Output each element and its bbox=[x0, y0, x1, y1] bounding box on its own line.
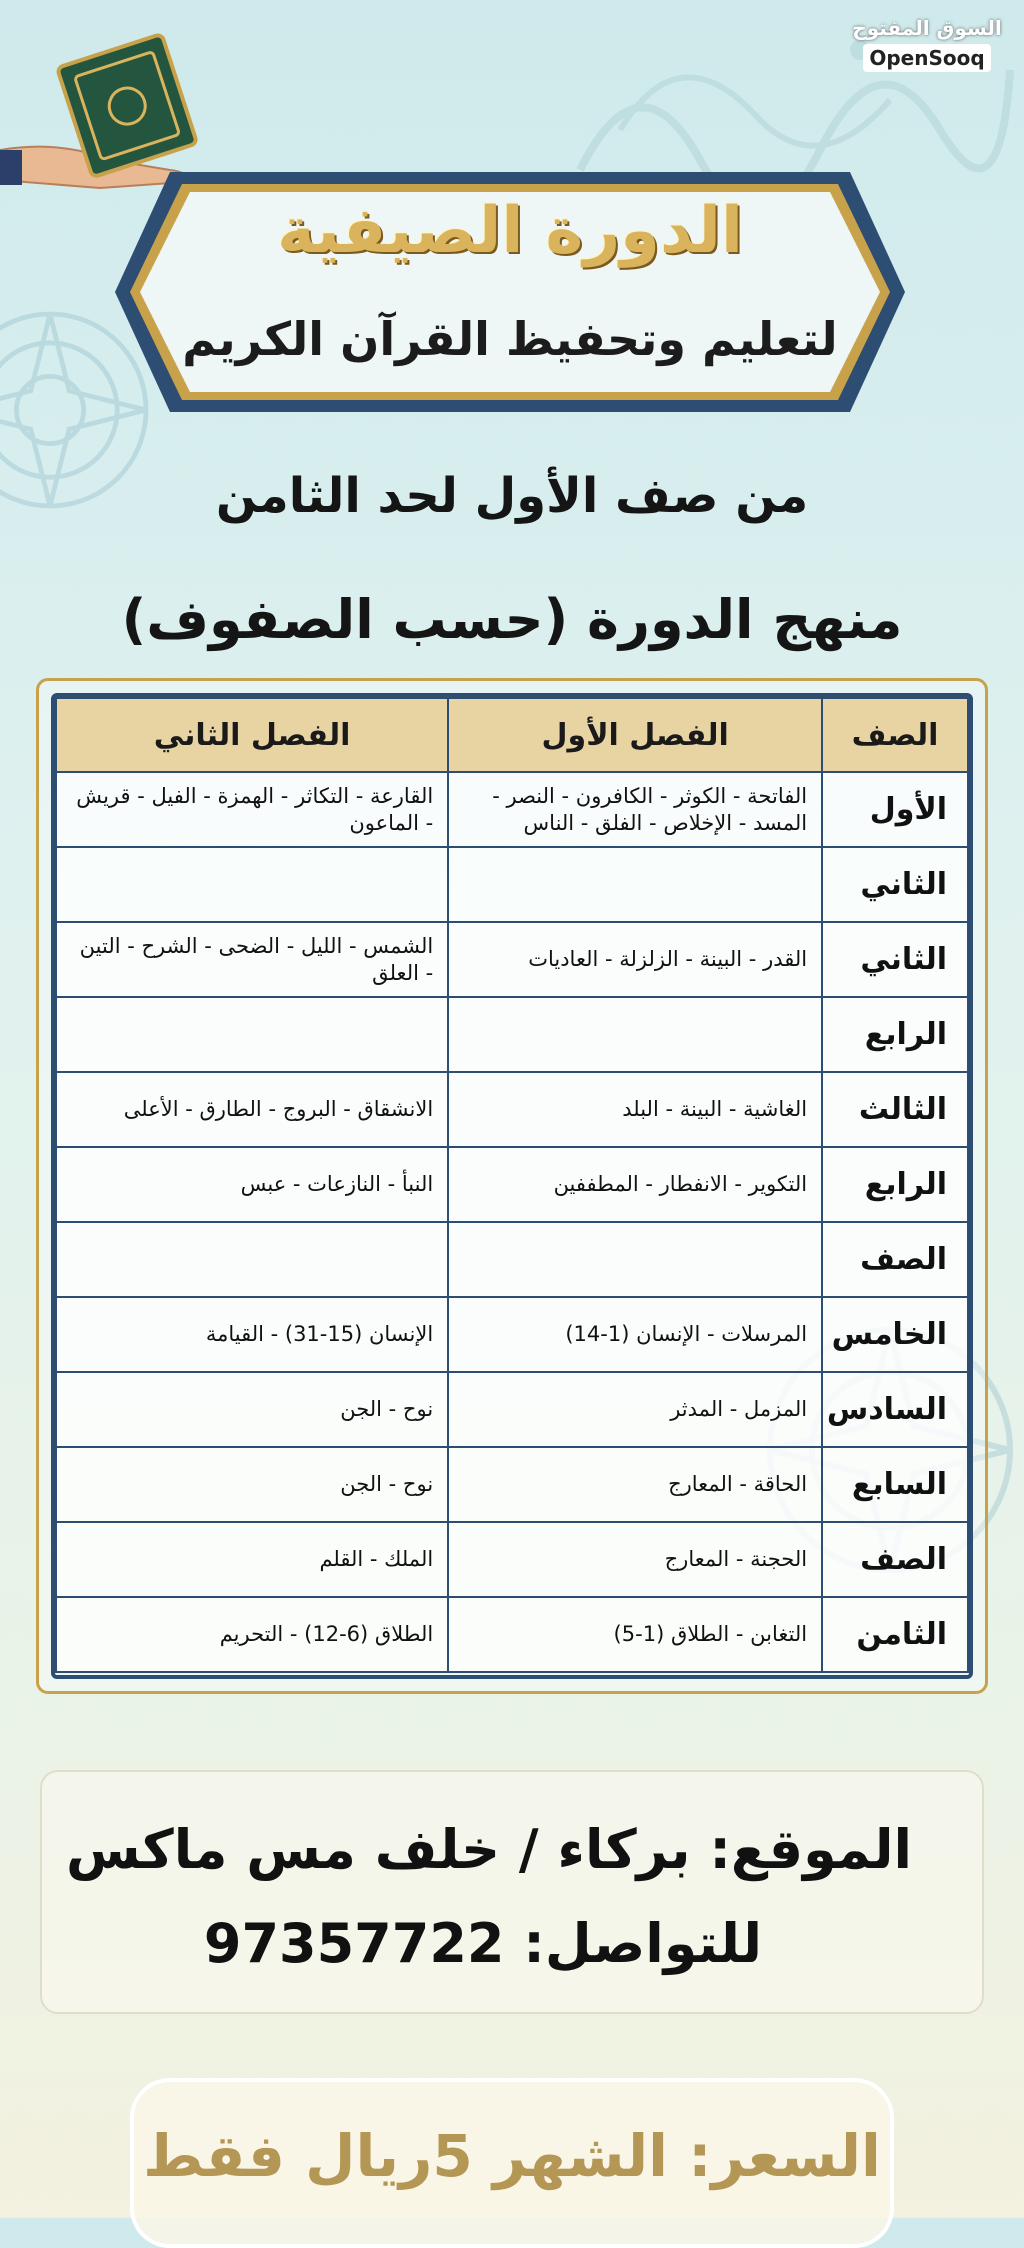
cell-term2: نوح - الجن bbox=[56, 1372, 448, 1447]
cell-grade: الثالث bbox=[822, 1072, 968, 1147]
cell-term1 bbox=[448, 997, 822, 1072]
table-row bbox=[56, 922, 968, 997]
table-row bbox=[56, 847, 968, 922]
brand-arabic: السوق المفتوح bbox=[852, 16, 1002, 40]
banner-title: الدورة الصيفية bbox=[277, 194, 743, 268]
cell-term2: الملك - القلم bbox=[56, 1522, 448, 1597]
cell-term2: الإنسان (15-31) - القيامة bbox=[56, 1297, 448, 1372]
cell-term1: الحاقة - المعارج bbox=[448, 1447, 822, 1522]
banner-subtitle: لتعليم وتحفيظ القرآن الكريم bbox=[182, 312, 838, 366]
table-row bbox=[56, 1297, 968, 1372]
cell-term2: النبأ - النازعات - عبس bbox=[56, 1147, 448, 1222]
cell-term1: الفاتحة - الكوثر - الكافرون - النصر - المسد - الإخلاص - الفلق - الناس bbox=[448, 772, 822, 847]
cell-term2: الشمس - الليل - الضحى - الشرح - التين - العلق bbox=[56, 922, 448, 997]
table-row bbox=[56, 1147, 968, 1222]
cell-grade: الثامن bbox=[822, 1597, 968, 1672]
cell-term2: الانشقاق - البروج - الطارق - الأعلى bbox=[56, 1072, 448, 1147]
table-row bbox=[56, 1222, 968, 1297]
table-row bbox=[56, 997, 968, 1072]
cell-grade: الثاني bbox=[822, 847, 968, 922]
table-row bbox=[56, 1072, 968, 1147]
cell-grade: الرابع bbox=[822, 997, 968, 1072]
location-text: الموقع: بركاء / خلف مس ماكس bbox=[65, 1818, 912, 1881]
title-banner bbox=[110, 162, 910, 422]
cell-term1 bbox=[448, 1222, 822, 1297]
cell-grade: الرابع bbox=[822, 1147, 968, 1222]
cell-grade: الصف bbox=[822, 1222, 968, 1297]
cell-grade: الخامس bbox=[822, 1297, 968, 1372]
table-header-row bbox=[56, 698, 968, 772]
price-text: السعر: الشهر 5ريال فقط bbox=[143, 2122, 881, 2190]
cell-grade: الثاني bbox=[822, 922, 968, 997]
header-term1: الفصل الأول bbox=[448, 698, 822, 772]
cell-term2 bbox=[56, 1222, 448, 1297]
cell-grade: السادس bbox=[822, 1372, 968, 1447]
table-row bbox=[56, 1597, 968, 1672]
cell-term2: نوح - الجن bbox=[56, 1447, 448, 1522]
contact-box bbox=[40, 1770, 984, 2014]
cell-term1: التغابن - الطلاق (1-5) bbox=[448, 1597, 822, 1672]
cell-term2: الطلاق (6-12) - التحريم bbox=[56, 1597, 448, 1672]
table-row bbox=[56, 1522, 968, 1597]
table-row bbox=[56, 1372, 968, 1447]
phone-text: للتواصل: 97357722 bbox=[203, 1912, 762, 1975]
curriculum-table-frame bbox=[36, 678, 988, 1694]
cell-term2 bbox=[56, 847, 448, 922]
grades-range: من صف الأول لحد الثامن bbox=[215, 468, 809, 524]
price-box bbox=[130, 2078, 894, 2248]
cell-term1: المزمل - المدثر bbox=[448, 1372, 822, 1447]
table-row bbox=[56, 1447, 968, 1522]
opensooq-logo bbox=[852, 16, 1002, 72]
header-grade: الصف bbox=[822, 698, 968, 772]
cell-grade: الصف bbox=[822, 1522, 968, 1597]
curriculum-table-container bbox=[51, 693, 973, 1679]
cell-grade: السابع bbox=[822, 1447, 968, 1522]
header-term2: الفصل الثاني bbox=[56, 698, 448, 772]
brand-english: OpenSooq bbox=[863, 44, 990, 72]
curriculum-heading: منهج الدورة (حسب الصفوف) bbox=[121, 588, 903, 651]
cell-term1: الغاشية - البينة - البلد bbox=[448, 1072, 822, 1147]
cell-term2 bbox=[56, 997, 448, 1072]
table-row bbox=[56, 772, 968, 847]
cell-term1: التكوير - الانفطار - المطففين bbox=[448, 1147, 822, 1222]
cell-term1: القدر - البينة - الزلزلة - العاديات bbox=[448, 922, 822, 997]
cell-term1: المرسلات - الإنسان (1-14) bbox=[448, 1297, 822, 1372]
cell-grade: الأول bbox=[822, 772, 968, 847]
cell-term2: القارعة - التكاثر - الهمزة - الفيل - قريش - الماعون bbox=[56, 772, 448, 847]
cell-term1 bbox=[448, 847, 822, 922]
curriculum-table bbox=[55, 697, 969, 1673]
cell-term1: الحجنة - المعارج bbox=[448, 1522, 822, 1597]
